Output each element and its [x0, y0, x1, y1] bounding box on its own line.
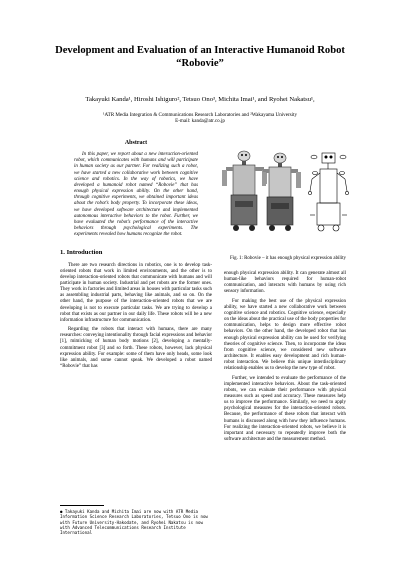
paper-title [20, 44, 380, 70]
footnote-rule [60, 505, 104, 506]
right-column [224, 271, 346, 446]
affiliation: ¹ATR Media Integration & Communications Research Laboratories and ²Wakayama University [102, 112, 298, 118]
title-line-1: Development and Evaluation of an Interactive Humanoid Robot [55, 45, 345, 56]
abstract-text: In this paper, we report about a new interaction-oriented robot, which communicates with humans and will participate in human society as our partner. For realizing such a robot, we have started a new collaborative work between cognitive science and robotics. In the way of robotics, we have developed a humanoid robot named “Robovie” that has enough physical expression ability. On the other hand, through cognitive experiments, we obtained important ideas about the robot’s body property. To incorporate these ideas, we have developed software architecture and implemented autonomous interactive behaviors to the robot. Further, we have evaluated the robot’s performance of the interactive behaviors through psychological experiments. The experiments revealed how humans recognize the robot. [74, 152, 198, 238]
right-paragraph-2: For making the best use of the physical expression ability, we have started a new collaborative work between cognitive science and robotics. Cognitive science, especially on the ideas about the practical use of the body properties for communication, helps to design more effective robot behaviors. On the other hand, the developed robot that has enough physical expression ability can be used for verifying theories of cognitive science. Then, to incorporate the ideas from cognitive science, we considered new software architecture. It enables easy development and rich human-robot interaction. We believe this unique interdisciplinary relationship enables us to develop the new type of robot. [224, 298, 346, 372]
affiliation-block [20, 112, 380, 125]
email: E-mail: kanda@atr.co.jp [175, 118, 225, 125]
figure-caption: Fig. 1: Robovie – it has enough physical expression ability [229, 256, 347, 261]
intro-paragraph-2: Regarding the robots that interact with humans, there are many researches: conveying intentionality through facial expressions and behavior [1], mimicking of human body motions [2], developing a mentally-commitment robot [3] and so forth. These robots, however, lack physical expression ability. For example: some of them have only heads, some look like animals, and some cannot speak. We developed a robot named “Robovie” that has [60, 327, 212, 369]
intro-paragraph-1: There are two research directions in robotics, one is to develop task-oriented robots that work in limited environments, and the other is to develop interaction-oriented robots that communicate with humans and will participate in human society. Industrial and pet robots are the former ones. They work in factories and limited areas in houses with particular tasks such as assembling industrial parts, behaving like animals, and so on. On the other hand, the purpose of the interaction-oriented robots that we are developing is not to execute particular tasks. We are trying to develop a robot that exists as our partner in our daily life. These robots will be a new information infrastructure for communication. [60, 262, 212, 323]
section-heading-introduction: 1. Introduction [60, 249, 103, 257]
right-paragraph-3: Further, we intended to evaluate the performance of the implemented interactive behaviors. About the task-oriented robots, we can evaluate their performance with physical measures such as speed and accuracy. These measures help us to improve the performance. Similarly, we need to apply psychological measures for the interaction-oriented robots. Because, the performance of these robots that interact with humans is discussed along with how they influence humans. For realizing the interaction-oriented robots, we believe it is important and necessary to repeatedly improve both the software architecture and the measurement method. [224, 375, 346, 443]
title-line-2: “Robovie” [176, 58, 224, 69]
abstract-heading: Abstract [124, 140, 148, 146]
robovie-photo-and-diagram [218, 143, 356, 253]
footnote-text: ● Takayuki Kanda and Michita Imai are now with ATR Media Information Science Research Laboratories, Tetsuo Ono is now with Future University-Hakodate, and Ryohei Nakatsu is now with Advanced Telecommunications Research Institute International [60, 509, 208, 536]
left-column [60, 140, 212, 373]
footnote [60, 505, 212, 535]
robot-figure [218, 143, 356, 253]
author-list: Takayuki Kanda¹, Hiroshi Ishiguro², Tetsuo Ono³, Michita Imai¹, and Ryohei Nakatsu¹, [85, 96, 315, 103]
right-paragraph-1: enough physical expression ability. It can generate almost all human-like behaviors required for human-robot communication, and interacts with humans by using rich sensory information. [224, 271, 346, 295]
